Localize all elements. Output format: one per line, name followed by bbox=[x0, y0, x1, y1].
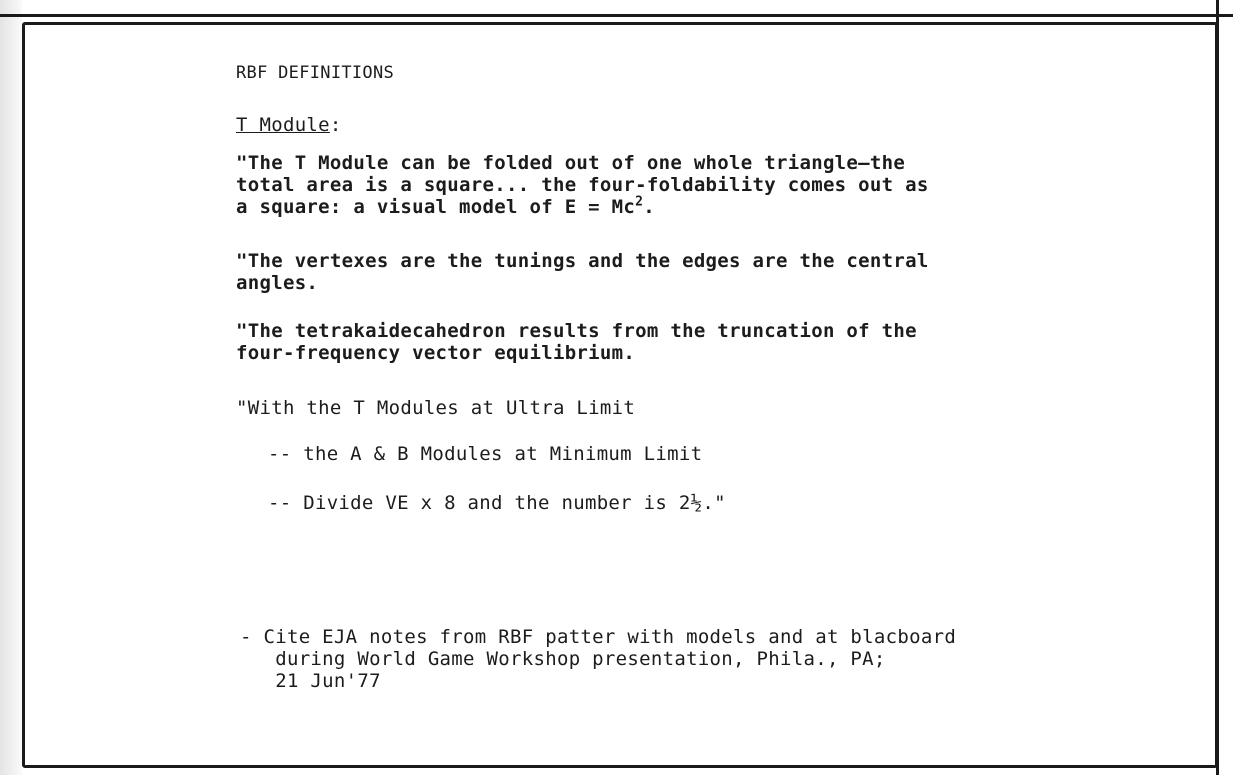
section-title-colon: : bbox=[329, 114, 342, 136]
top-border-line bbox=[0, 14, 1233, 17]
scan-margin bbox=[0, 0, 22, 775]
dash-item-minimum-limit: -- the A & B Modules at Minimum Limit bbox=[268, 443, 703, 465]
quote-vertexes-line-1: "The vertexes are the tunings and the edges are the central bbox=[236, 250, 929, 272]
citation-line-2: during World Game Workshop presentation, Phila., PA; bbox=[240, 648, 886, 670]
quote-tetra-line-1: "The tetrakaidecahedron results from the truncation of the bbox=[236, 320, 917, 342]
exponent: 2 bbox=[635, 194, 644, 210]
citation bbox=[240, 626, 956, 692]
quote-ultra-limit: "With the T Modules at Ultra Limit bbox=[236, 397, 636, 419]
quote-vertexes bbox=[236, 250, 929, 294]
quote-tetrakaidecahedron bbox=[236, 320, 917, 364]
dash-item-divide-ve: -- Divide VE x 8 and the number is 2½." bbox=[268, 492, 726, 514]
quote-folding-line-3: a square: a visual model of E = Mc bbox=[236, 196, 636, 218]
quote-folding bbox=[236, 152, 929, 218]
citation-line-1: - Cite EJA notes from RBF patter with models and at blacboard bbox=[240, 626, 957, 648]
section-title bbox=[236, 114, 342, 136]
quote-folding-end: . bbox=[643, 196, 656, 218]
citation-line-3: 21 Jun'77 bbox=[240, 670, 381, 692]
quote-folding-line-2: total area is a square... the four-foldability comes out as bbox=[236, 174, 929, 196]
section-title-text: T Module bbox=[236, 114, 330, 136]
page-heading: RBF DEFINITIONS bbox=[236, 63, 395, 83]
quote-vertexes-line-2: angles. bbox=[236, 272, 319, 294]
quote-folding-line-1: "The T Module can be folded out of one whole triangle—the bbox=[236, 152, 906, 174]
quote-tetra-line-2: four-frequency vector equilibrium. bbox=[236, 342, 636, 364]
